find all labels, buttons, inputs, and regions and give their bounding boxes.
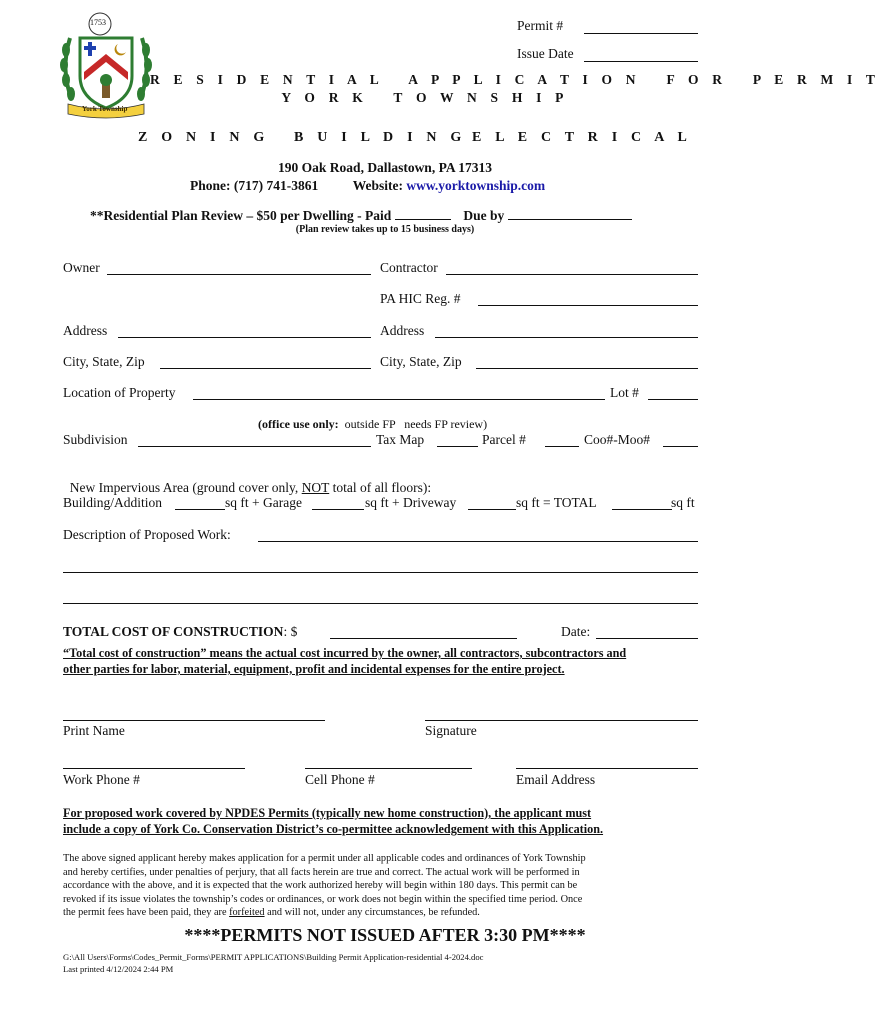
- cost-note-1: “Total cost of construction” means the actual cost incurred by the owner, all contractors, subcontractors and: [63, 646, 627, 660]
- contractor-address-field[interactable]: [435, 337, 698, 338]
- total-cost-line: [63, 624, 297, 640]
- total-label: sq ft = TOTAL: [516, 495, 597, 510]
- office-use-rest: outside FP needs FP review): [338, 417, 488, 431]
- issue-date-label: Issue Date: [517, 46, 574, 61]
- garage-label: sq ft + Garage: [225, 495, 302, 510]
- forfeited-text: forfeited: [229, 907, 265, 919]
- lot-label: Lot #: [610, 385, 639, 400]
- total-cost-field[interactable]: [330, 638, 517, 639]
- category-electrical: E L E C T R I C A L: [472, 130, 693, 145]
- total-cost-label: TOTAL COST OF CONSTRUCTION: [63, 624, 284, 639]
- impervious-pre: New Impervious Area (ground cover only,: [69, 480, 302, 495]
- impervious-heading: [63, 464, 431, 496]
- contractor-address-label: Address: [380, 323, 425, 338]
- plan-review-paid-field[interactable]: [395, 207, 451, 220]
- certification-line-5-pre: the permit fees have been paid, they are: [63, 907, 230, 919]
- permit-number-field[interactable]: [584, 33, 698, 34]
- email-field[interactable]: [516, 768, 698, 769]
- footer-path: G:\All Users\Forms\Codes_Permit_Forms\PERMIT APPLICATIONS\Building Permit Application-residential 4-2024.doc: [63, 952, 484, 962]
- township-logo: [58, 10, 154, 118]
- due-by-label: Due by: [463, 208, 505, 223]
- contact-line: [190, 178, 545, 194]
- pa-hic-label: PA HIC Reg. #: [380, 291, 461, 306]
- garage-field[interactable]: [312, 509, 364, 510]
- description-label: Description of Proposed Work:: [63, 527, 231, 542]
- due-by-field[interactable]: [508, 207, 632, 220]
- cost-note-2: other parties for labor, material, equipment, profit and incidental expenses for the entire project.: [63, 662, 565, 676]
- owner-label: Owner: [63, 260, 100, 275]
- date-field[interactable]: [596, 638, 698, 639]
- print-name-label: Print Name: [63, 723, 125, 738]
- permit-time-warning: ****PERMITS NOT ISSUED AFTER 3:30 PM****: [184, 925, 586, 945]
- logo-banner: York Township: [82, 105, 128, 113]
- page-subtitle: Y O R K T O W N S H I P: [281, 90, 569, 105]
- description-field-3[interactable]: [63, 603, 698, 604]
- contractor-city-field[interactable]: [476, 368, 698, 369]
- sqft-label: sq ft: [671, 495, 695, 510]
- owner-city-label: City, State, Zip: [63, 354, 145, 369]
- building-addition-field[interactable]: [175, 509, 225, 510]
- owner-city-field[interactable]: [160, 368, 371, 369]
- category-zoning: Z O N I N G: [138, 130, 270, 145]
- pa-hic-field[interactable]: [478, 305, 698, 306]
- footer-printed: Last printed 4/12/2024 2:44 PM: [63, 964, 174, 974]
- issue-date-field[interactable]: [584, 61, 698, 62]
- owner-field[interactable]: [107, 274, 371, 275]
- owner-address-label: Address: [63, 323, 108, 338]
- office-use-prefix: (office use only:: [258, 417, 339, 431]
- certification-line-1: The above signed applicant hereby makes application for a permit under all applicable codes and ordinances of York Township: [63, 853, 586, 864]
- office-use-note: [252, 402, 487, 432]
- parcel-field[interactable]: [545, 446, 579, 447]
- owner-address-field[interactable]: [118, 337, 371, 338]
- plan-review-text: **Residential Plan Review – $50 per Dwelling - Paid: [90, 208, 392, 223]
- certification-line-2: and hereby certifies, under penalties of perjury, that all facts herein are true and correct. The actual work will be performed in: [63, 866, 580, 878]
- contractor-city-label: City, State, Zip: [380, 354, 462, 369]
- work-phone-field[interactable]: [63, 768, 245, 769]
- work-phone-label: Work Phone #: [63, 772, 140, 787]
- tax-map-label: Tax Map: [376, 432, 425, 447]
- cell-phone-label: Cell Phone #: [305, 772, 375, 787]
- contractor-field[interactable]: [446, 274, 698, 275]
- certification-line-5-post: and will not, under any circumstances, be refunded.: [264, 907, 480, 919]
- website-link[interactable]: www.yorktownship.com: [406, 178, 546, 193]
- certification-line-5: [63, 906, 586, 920]
- certification-text: [63, 852, 586, 920]
- plan-review-note: (Plan review takes up to 15 business days): [295, 224, 475, 235]
- coo-label: Coo#-Moo#: [584, 432, 651, 447]
- signature-label: Signature: [425, 723, 477, 738]
- building-addition-label: Building/Addition: [63, 495, 163, 510]
- parcel-label: Parcel #: [482, 432, 526, 447]
- date-label: Date:: [561, 624, 591, 639]
- lot-field[interactable]: [648, 399, 698, 400]
- email-label: Email Address: [516, 772, 596, 787]
- subdivision-field[interactable]: [138, 446, 371, 447]
- description-field-2[interactable]: [63, 572, 698, 573]
- print-name-field[interactable]: [63, 720, 325, 721]
- impervious-not: NOT: [301, 480, 330, 495]
- impervious-post: total of all floors):: [329, 480, 432, 495]
- phone: Phone: (717) 741-3861: [190, 178, 319, 193]
- coo-field[interactable]: [663, 446, 698, 447]
- certification-line-3: accordance with the above, and it is expected that the work authorized hereby will begin within 180 days. This permit can be: [63, 880, 578, 892]
- total-sqft-field[interactable]: [612, 509, 672, 510]
- township-address: 190 Oak Road, Dallastown, PA 17313: [278, 160, 492, 175]
- page-title: R E S I D E N T I A L A P P L I C A T I O N F O R P E R M I T: [150, 72, 880, 87]
- subdivision-label: Subdivision: [63, 432, 128, 447]
- website-label: Website:: [352, 178, 404, 193]
- signature-field[interactable]: [425, 720, 698, 721]
- location-field[interactable]: [193, 399, 605, 400]
- plan-review-line: [90, 207, 632, 224]
- certification-line-4: revoked if its issue violates the township’s codes or ordinances, or work does not begin within the specified time period. Once: [63, 893, 583, 905]
- contractor-label: Contractor: [380, 260, 438, 275]
- tax-map-field[interactable]: [437, 446, 478, 447]
- cell-phone-field[interactable]: [305, 768, 472, 769]
- category-building: B U I L D I N G: [294, 130, 467, 145]
- permit-number-label: Permit #: [517, 18, 564, 33]
- npdes-note-1: For proposed work covered by NPDES Permits (typically new home construction), the applicant must: [63, 806, 592, 820]
- npdes-note-2: include a copy of York Co. Conservation District’s co-permittee acknowledgement with this Application.: [63, 822, 604, 836]
- location-label: Location of Property: [63, 385, 176, 400]
- total-cost-suffix: : $: [283, 624, 298, 639]
- driveway-label: sq ft + Driveway: [365, 495, 457, 510]
- logo-year: 1753: [90, 18, 106, 27]
- driveway-field[interactable]: [468, 509, 516, 510]
- description-field-1[interactable]: [258, 541, 698, 542]
